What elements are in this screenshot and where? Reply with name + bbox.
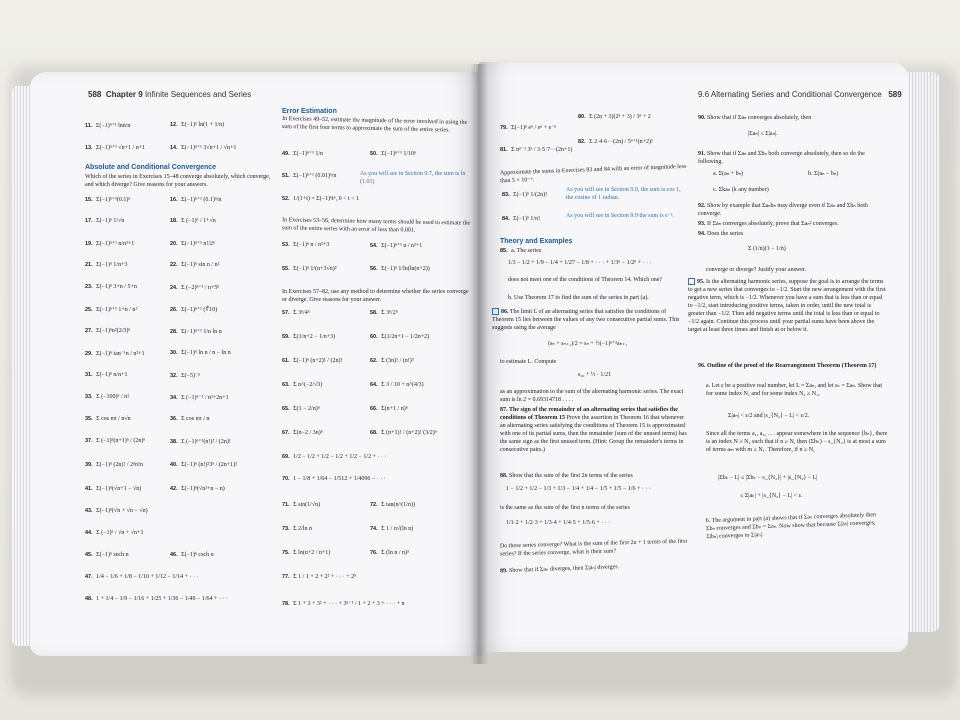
exercise-34: 34. Σ (−1)ⁿ⁻¹ / n²+2n+1 [170,395,229,401]
exercise-32: 32. Σ(−5)⁻ⁿ [170,373,201,379]
exercise-58: 58. Σ 3ⁿ/2ⁿ [370,310,398,316]
exercise-88-text: Show that the sum of the first 2n terms of the series [509,473,633,479]
intro-57: In Exercises 57–82, use any method to determine whether the series converge or diverge. Give reasons for your answer. [282,289,469,303]
exercise-72: 72. Σ tan(n^(1/n)) [370,502,415,508]
running-head-title: 9.6 Alternating Series and Conditional Convergence [698,90,882,99]
exercise-86c: as an approximation to the sum of the alternating harmonic series. The exact sum is ln 2 = 0.69314718 . . . . [500,389,684,403]
exercise-37: 37. Σ (−1)ⁿ(n+1)ⁿ / (2n)ⁿ [85,438,146,444]
exercise-87-text: Prove the assertion in Theorem 16 that whenever an alternating series satisfying the conditions of Theorem 15 is approximated with one of its partial sums, then the remainder (sum of the unused terms) has the same sign as the first unused term. (Hint: Group the remainder's terms in consecutive pairs.) [500,415,687,453]
exercise-25: 25. Σ(−1)ⁿ⁺¹ 1+n / n² [85,307,138,313]
exercise-60: 60. Σ(1/2n+1 − 1/2n+2) [370,334,430,340]
exercise-41: 41. Σ(−1)ⁿ(√n+1 − √n) [85,486,142,492]
exercise-22: 22. Σ(−1)ⁿ sin n / n² [170,262,220,268]
exercise-92: 92. Show by example that Σaₙbₙ may diverge even if Σaₙ and Σbₙ both converge. [698,203,868,217]
exercise-90-text: Show that if Σaₙ converges absolutely, then [707,115,812,121]
exercise-91a: a. Σ(aₙ + bₙ) [713,171,743,177]
exercise-62: 62. Σ (3n)! / (n!)³ [370,358,414,364]
exercise-27: 27. Σ(−1)ⁿn²(2/3)ⁿ [85,328,131,334]
section-heading-theory: Theory and Examples [500,238,573,245]
page-number: 589 [888,90,902,99]
exercise-95: 95. Is the alternating harmonic series, suppose the goal is to arrange the terms to get a new series that converges to −1/2. Start the new arrangement with the first negative term, which is −1/2. Whenever you have a sum that is less than or equal to −1/2, start introducing positive terms, taken in order, until the new total is greater than −1/2. Then add negative terms until the total is less than or equal to −1/2 again. Continue this process until your partial sums have been above the target at least three times and finish at or below it. [688,279,886,333]
exercise-88: 88. Show that the sum of the first 2n terms of the series [500,473,633,479]
equation-96b-line2: ≤ Σ|aₖ| + |s_{N₂} − L| < ε. [740,493,803,499]
exercise-70: 70. 1 − 1/8 + 1/64 − 1/512 + 1/4096 − · · · [282,476,386,482]
exercise-76: 76. Σ (ln n / n)³ [370,550,409,556]
exercise-91: 91. Show that if Σaₙ and Σbₙ both converge absolutely, then so do the following. [698,151,865,165]
exercise-96: 96. Outline of the proof of the Rearrangement Theorem (Theorem 17) [698,363,877,369]
intro-absolute: Which of the series in Exercises 15–48 converge absolutely, which converge, and which diverge? Give reasons for your answers. [85,174,271,188]
exercise-29: 29. Σ(−1)ⁿ tan⁻¹n / n²+1 [85,351,145,357]
equation-90: |Σaₙ| ≤ Σ|aₙ|. [748,131,778,137]
exercise-45: 45. Σ(−1)ⁿ sech n [85,552,129,558]
left-page [30,72,482,656]
note-83: As you will see in Section 9.9, the sum is cos 1, the cosine of 1 radian. [566,187,681,201]
exercise-49: 49. Σ(−1)ⁿ⁺¹ 1/n [282,151,324,157]
right-page [478,62,908,652]
exercise-12: 12. Σ(−1)ⁿ ln(1 + 1/n) [170,122,225,128]
exercise-86: 86. The limit L of an alternating series that satisfies the conditions of Theorem 15 lies between the values of any two consecutive partial sums. This suggests using the average [492,309,680,331]
equation-88a: 1 − 1/2 + 1/2 − 1/3 + 1/3 − 1/4 + 1/4 − 1/5 + 1/5 − 1/6 + · · · [506,486,651,492]
exercise-88b: is the same as the sum of the first n terms of the series [500,505,630,511]
equation-88b: 1/1·2 + 1/2·3 + 1/3·4 + 1/4·5 + 1/5·6 + · · · [506,520,611,526]
exercise-88c: Do these series converge? What is the sum of the first 2n + 1 terms of the first series? If the series converge, what is their sum? [499,538,688,558]
exercise-85a: a. The series [511,248,542,254]
exercise-67: 67. Σ(n−2 / 3n)ⁿ [282,430,323,436]
exercise-77: 77. Σ 1 / 1 + 2 + 2² + · · · + 2ⁿ [282,574,357,580]
exercise-79: 79. Σ(−1)ⁿ eⁿ / eⁿ + e⁻ⁿ [500,125,557,131]
exercise-75: 75. Σ ln(n+2 / n+1) [282,550,331,556]
equation-86: (sₙ + sₙ₊₁)/2 = sₙ + ½(−1)ⁿ⁺²aₙ₊₁ [548,341,628,347]
exercise-15: 15. Σ(−1)ⁿ⁺¹(0.1)ⁿ [85,197,131,203]
exercise-46: 46. Σ(−1)ⁿ csch n [170,552,214,558]
exercise-91-text: Show that if Σaₙ and Σbₙ both converge absolutely, then so do the following. [698,151,865,165]
exercise-13: 13. Σ(−1)ⁿ⁺¹ √n+1 / n+1 [85,145,146,151]
exercise-85b: b. Use Theorem 17 to find the sum of the series in part (a). [508,295,649,301]
exercise-48: 48. 1 + 1/4 − 1/9 − 1/16 + 1/25 + 1/36 − 1/49 − 1/64 + · · · [85,596,228,602]
exercise-47: 47. 1/4 − 1/6 + 1/8 − 1/10 + 1/12 − 1/14 + · · · [85,574,199,580]
equation-96b-line1: |Σbₖ − L| ≤ |Σbₖ − s_{N₂}| + |s_{N₂} − L| [718,475,818,481]
exercise-85: 85. a. The series [500,248,542,254]
exercise-50: 50. Σ(−1)ⁿ⁺¹ 1/10ⁿ [370,151,416,157]
exercise-51: 51. Σ(−1)ⁿ⁺¹ (0.01)ⁿ/n [282,173,337,179]
exercise-39: 39. Σ(−1)ⁿ (2n)! / 2ⁿn!n [85,462,143,468]
exercise-56: 56. Σ(−1)ⁿ 1/ln(ln(n+2)) [370,266,430,272]
exercise-81: 81. Σ nⁿ⁻¹ 3ⁿ / 3·5·7···(2n+1) [500,147,573,153]
exercise-16: 16. Σ(−1)ⁿ⁺¹ (0.1)ⁿ/n [170,197,222,203]
exercise-14: 14. Σ(−1)ⁿ⁺¹ 3√n+1 / √n+1 [170,145,237,151]
exercise-87: 87. The sign of the remainder of an alternating series that satisfies the conditions of Theorem 15 Prove the assertion in Theorem 16 that whenever an alternating series satisfying the conditions of Theorem 15 is approximated with one of its partial sums, then the remainder (sum of the unused terms) has the same sign as the first unused term. (Hint: Group the remainder's terms in consecutive pairs.) [500,407,687,453]
exercise-96-title: Outline of the proof of the Rearrangement Theorem (Theorem 17) [707,363,877,369]
exercise-82: 82. Σ 2·4·6···(2n) / 5ⁿ⁺¹(n+2)! [578,139,654,145]
section-heading-absolute: Absolute and Conditional Convergence [85,164,217,171]
exercise-94-text: Does the series [707,231,744,237]
note-84: As you will see in Section 9.9 the sum is e⁻¹. [566,213,675,219]
equation-96a: Σ|aₙ| < ε/2 and |s_{N₂} − L| < ε/2. [728,413,810,419]
equation-85: 1/3 − 1/2 + 1/9 − 1/4 + 1/27 − 1/8 + · · · + 1/3ⁿ − 1/2ⁿ + · · · [508,260,652,266]
exercise-63: 63. Σ n^(−2/√3) [282,382,323,388]
exercise-71: 71. Σ sin(1/√n) [282,502,321,508]
exercise-73: 73. Σ 2/ln n [282,526,312,532]
exercise-54: 54. Σ(−1)ⁿ⁺¹ n / n²+1 [370,243,423,249]
exercise-38: 38. Σ (−1)ⁿ⁺¹(n!)² / (2n)! [170,439,231,445]
intro-error: In Exercises 49–52, estimate the magnitude of the error involved in using the sum of the first four terms to approximate the sum of the entire series. [281,115,468,134]
exercise-86b: to estimate L. Compute [500,359,557,365]
exercise-86-text: The limit L of an alternating series that satisfies the conditions of Theorem 15 lies between the values of any two consecutive partial sums. This suggests using the average [492,309,680,331]
exercise-65: 65. Σ(1 − 2/n)ⁿ [282,406,320,412]
exercise-55: 55. Σ(−1)ⁿ 1/(n+3√n)³ [282,266,337,272]
right-running-head [698,90,902,99]
exercise-52: 52. 1/(1+t) = Σ(−1)ⁿtⁿ, 0 < t < 1 [282,196,360,202]
left-running-head [88,90,251,99]
exercise-21: 21. Σ(−1)ⁿ 1/n+3 [85,262,128,268]
exercise-64: 64. Σ 3 / 10 + n^(4/3) [370,382,424,388]
exercise-93: 93. If Σaₙ converges absolutely, prove that Σaₙ² converges. [698,221,839,227]
exercise-23: 23. Σ(−1)ⁿ 3+n / 5+n [85,284,137,290]
intro-83: Approximate the sums in Exercises 83 and 84 with an error of magnitude less than 5 × 10⁻⁶. [499,163,687,185]
exercise-84: 84. Σ(−1)ⁿ 1/n! [502,216,541,222]
exercise-17: 17. Σ(−1)ⁿ 1/√n [85,218,125,224]
exercise-85-text: does not meet one of the conditions of Theorem 14. Which one? [508,277,663,283]
exercise-19: 19. Σ(−1)ⁿ⁺¹ n/n³+1 [85,241,135,247]
exercise-87-title: The sign of the remainder of an alternating series that satisfies the conditions of Theorem 15 [500,407,678,421]
exercise-18: 18. Σ (−1)ⁿ / 1+√n [170,218,216,224]
exercise-89-text: Show that if Σaₙ diverges, then Σ|aₙ| diverges. [508,564,620,574]
exercise-74: 74. Σ 1 / n√(ln n) [370,526,414,532]
exercise-42: 42. Σ(−1)ⁿ(√n²+n − n) [170,486,225,492]
exercise-53: 53. Σ(−1)ⁿ n / n²+3 [282,242,330,248]
exercise-68: 68. Σ (n+1)! / (n+2)! (3/2)ⁿ [370,430,437,436]
exercise-59: 59. Σ(1/n+2 − 1/n+3) [282,334,336,340]
exercise-93-text: If Σaₙ converges absolutely, prove that Σaₙ² converges. [707,221,839,227]
exercise-61: 61. Σ(−1)ⁿ (n+2)! / (2n)! [282,358,343,364]
equation-86-s20: s₂₀ + ½ · 1/21 [578,372,612,378]
exercise-31: 31. Σ(−1)ⁿ n/n+1 [85,372,128,378]
exercise-28: 28. Σ(−1)ⁿ⁺¹ 1/n ln n [170,329,222,335]
exercise-24: 24. Σ (−2)ⁿ⁺¹ / n+5ⁿ [170,285,220,291]
exercise-90: 90. Show that if Σaₙ converges absolutely, then [698,115,812,121]
exercise-96a: a. Let ε be a positive real number, let L = Σaₙ, and let sₖ = Σaₙ. Show that for some index N₁ and for some index N₂ ≥ N₁, [706,383,883,397]
exercise-69: 69. 1/2 − 1/2 + 1/2 − 1/2 + 1/2 − 1/2 + · · · [282,454,387,460]
exercise-35: 35. Σ cos nπ / n√n [85,416,131,422]
exercise-89: 89. Show that if Σaₙ diverges, then Σ|aₙ| diverges. [499,564,620,575]
exercise-95-text: Is the alternating harmonic series, suppose the goal is to arrange the terms to get a new series that converges to −1/2. Start the new arrangement with the first negative term, which is −1/2. Whenever you have a sum that is less than or equal to −1/2, start introducing positive terms, taken in order, until the new total is greater than −1/2. Then add negative terms until the total is less than or equal to −1/2 again. Continue this process until your partial sums have been above the target at least three times and finish at or below it. [688,279,886,333]
exercise-40: 40. Σ(−1)ⁿ (n!)²3ⁿ / (2n+1)! [170,462,238,468]
exercise-96c: b. The argument in part (a) shows that if Σaₙ converges absolutely then Σbₙ converges and Σbₙ = Σaₙ. Now show that because Σ|aₙ| converges, Σ|bₙ| converges to Σ|aₙ|. [705,512,877,541]
book-gutter [470,64,488,664]
exercise-11: 11. Σ(−1)ⁿ⁺¹ lnn/n [85,123,131,129]
exercise-20: 20. Σ(−1)ⁿ⁺¹ n!/2ⁿ [170,241,215,247]
exercise-91b: b. Σ(aₙ − bₙ) [808,171,839,177]
intro-53: In Exercises 53–56, determine how many terms should be used to estimate the sum of the entire series with an error of less than 0.001. [281,217,471,234]
exercise-26: 26. Σ(−1)ⁿ⁺¹ (∜10) [170,307,218,313]
exercise-91c: c. Σkaₙ (k any number) [713,187,769,193]
exercise-44: 44. Σ (−1)ⁿ / √n + √n+1 [85,530,144,536]
exercise-57: 57. Σ 3ⁿ/4ⁿ [282,310,310,316]
chapter-title: Infinite Sequences and Series [144,90,252,99]
page-number: 588 [88,90,102,99]
exercise-80: 80. Σ (2n + 3)(2ⁿ + 3) / 3ⁿ + 2 [578,114,651,120]
exercise-66: 66. Σ(n+1 / n)ⁿ [370,406,408,412]
note-error: As you will see in Section 9.7, the sum is ln (1.01) [360,171,466,185]
exercise-43: 43. Σ(−1)ⁿ(√n + √n − √n) [85,508,148,514]
exercise-94b: converge or diverge? Justify your answer. [706,267,807,273]
exercise-94: 94. Does the series [698,231,744,237]
exercise-78: 78. Σ 1 + 3 + 3² + · · · + 3ⁿ⁻¹ / 1 + 2 + 3 + · · · + n [282,601,405,607]
exercise-83: 83. Σ(−1)ⁿ 1/(2n)! [502,192,548,198]
equation-94: Σ (1/n)(1 − 1/n) [748,246,786,252]
exercise-96b: Since all the terms a₁, a₂, . . . appear somewhere in the sequence {bₙ}, there is an index N ≥ N₂ such that if n ≥ N, then (Σbₖ) − s_{N₂} is at most a sum of terms aₘ with m ≥ N₁. Therefore, if n ≥ N, [706,431,888,453]
exercise-30: 30. Σ(−1)ⁿ ln n / n − ln n [170,350,231,356]
exercise-33: 33. Σ (−100)ⁿ / n! [85,394,130,400]
exercise-36: 36. Σ cos nπ / n [170,416,210,422]
exercise-92-text: Show by example that Σaₙbₙ may diverge even if Σaₙ and Σbₙ both converge. [698,203,868,217]
section-heading-error: Error Estimation [282,108,337,115]
chapter-label: Chapter 9 [105,90,143,99]
